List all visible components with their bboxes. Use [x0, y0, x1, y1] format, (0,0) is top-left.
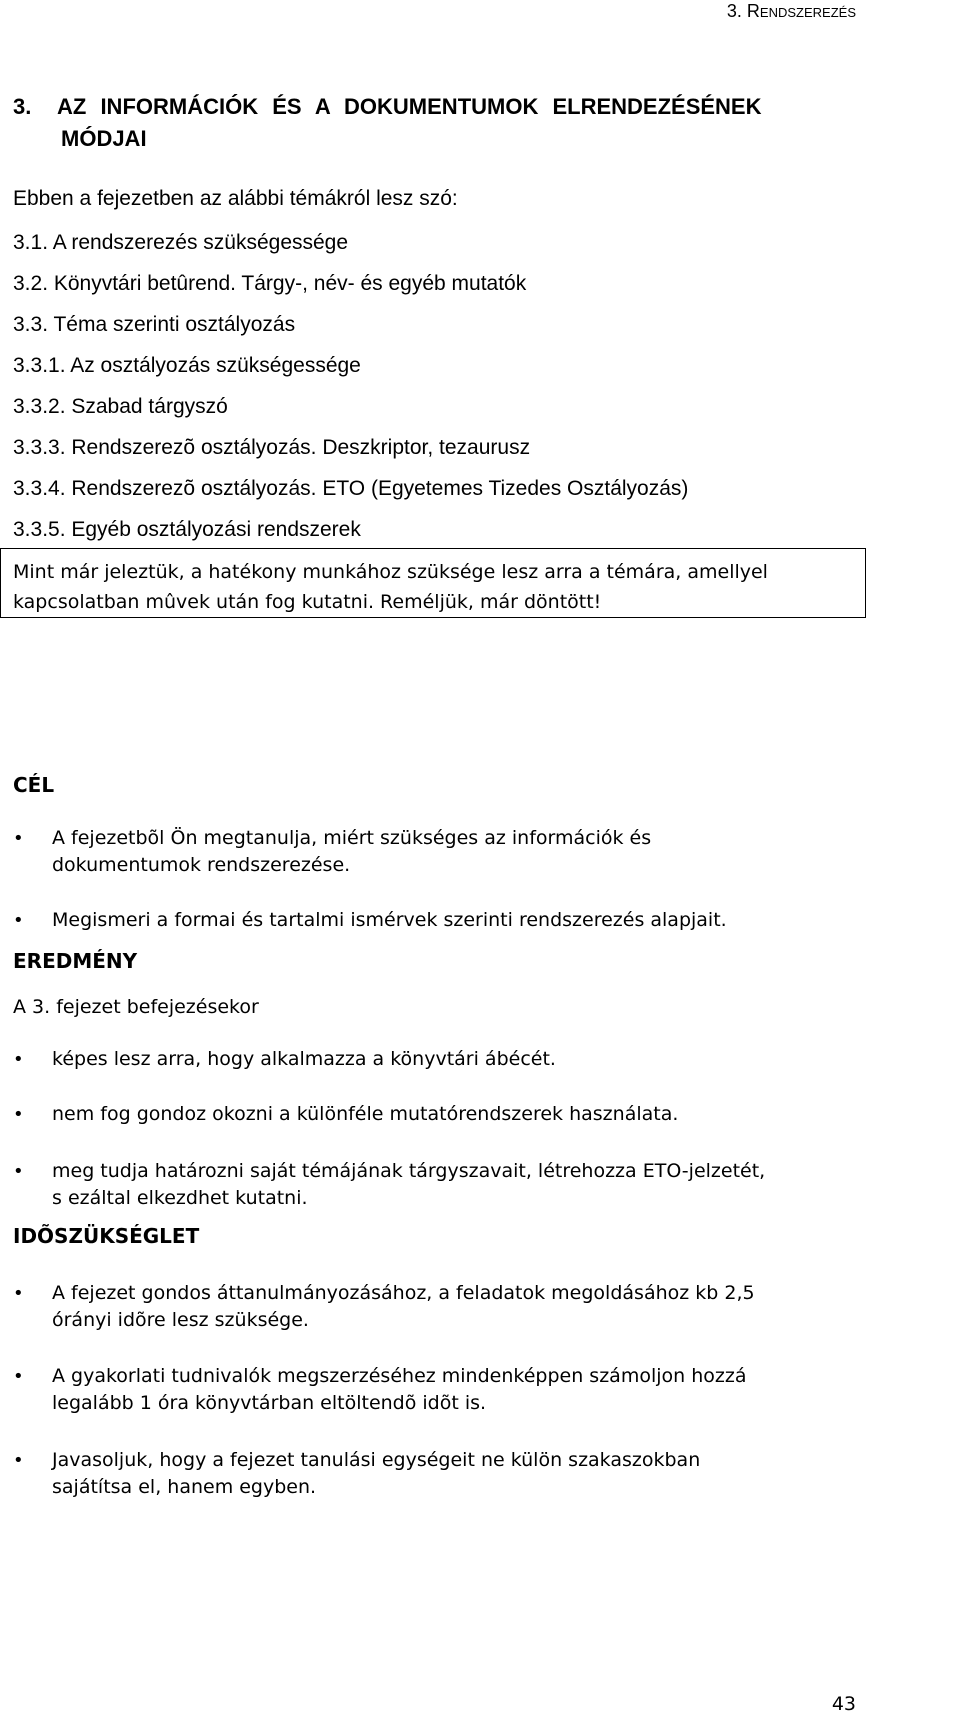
line: dokumentumok rendszerezése.	[52, 854, 351, 876]
chapter-title-line-1	[13, 91, 873, 123]
time-item-text	[52, 1363, 872, 1417]
note-box	[0, 548, 866, 618]
line: s ezáltal elkezdhet kutatni.	[52, 1187, 308, 1209]
line: A gyakorlati tudnivalók megszerzéséhez mindenképpen számoljon hozzá	[52, 1365, 747, 1387]
note-line-1: Mint már jeleztük, a hatékony munkához szüksége lesz arra a témára, amellyel	[13, 561, 768, 583]
chapter-title-line-2: MÓDJAI	[61, 126, 147, 151]
topic-item: 3.3.1. Az osztályozás szükségessége	[13, 354, 361, 377]
page-number: 43	[831, 1693, 856, 1715]
line: sajátítsa el, hanem egyben.	[52, 1476, 317, 1498]
chapter-intro: Ebben a fejezetben az alábbi témákról lesz szó:	[13, 187, 458, 210]
topic-item: 3.3.2. Szabad tárgyszó	[13, 395, 228, 418]
line: Javasoljuk, hogy a fejezet tanulási egységeit ne külön szakaszokban	[52, 1449, 701, 1471]
chapter-number: 3.	[13, 94, 32, 119]
topic-item: 3.3. Téma szerinti osztályozás	[13, 313, 296, 336]
time-item-text	[52, 1447, 872, 1501]
bullet-icon: •	[13, 1049, 24, 1070]
goal-item-text	[52, 907, 872, 934]
result-item-text	[52, 1101, 872, 1128]
topic-item: 3.1. A rendszerezés szükségessége	[13, 231, 349, 254]
result-heading: EREDMÉNY	[13, 949, 138, 973]
result-item-text	[52, 1046, 872, 1073]
line: legalább 1 óra könyvtárban eltöltendõ idõt is.	[52, 1392, 487, 1414]
topic-item: 3.3.4. Rendszerezõ osztályozás. ETO (Egyetemes Tizedes Osztályozás)	[13, 477, 689, 500]
topic-item: 3.3.5. Egyéb osztályozási rendszerek	[13, 518, 361, 541]
line: nem fog gondoz okozni a különféle mutatórendszerek használata.	[52, 1103, 679, 1125]
bullet-icon: •	[13, 1366, 24, 1387]
line: órányi idõre lesz szüksége.	[52, 1309, 309, 1331]
line: meg tudja határozni saját témájának tárgyszavait, létrehozza ETO-jelzetét,	[52, 1160, 766, 1182]
bullet-icon: •	[13, 1283, 24, 1304]
topic-list	[13, 230, 688, 558]
chapter-title	[13, 91, 873, 155]
running-header	[727, 0, 856, 22]
goal-heading: CÉL	[13, 773, 55, 797]
bullet-icon: •	[13, 1104, 24, 1125]
bullet-icon: •	[13, 828, 24, 849]
bullet-icon: •	[13, 1450, 24, 1471]
note-line-2: kapcsolatban mûvek után fog kutatni. Reméljük, már döntött!	[13, 591, 602, 613]
time-item-text	[52, 1280, 872, 1334]
running-header-number: 3.	[726, 1, 747, 21]
topic-item: 3.3.3. Rendszerezõ osztályozás. Deszkriptor, tezaurusz	[13, 436, 531, 459]
bullet-icon: •	[13, 1161, 24, 1182]
running-header-title: Rendszerezés	[746, 1, 856, 21]
goal-item-text	[52, 825, 872, 879]
line: A fejezet gondos áttanulmányozásához, a feladatok megoldásához kb 2,5	[52, 1282, 755, 1304]
line: képes lesz arra, hogy alkalmazza a könyvtári ábécét.	[52, 1048, 556, 1070]
chapter-title-text-1: AZ INFORMÁCIÓK ÉS A DOKUMENTUMOK ELRENDEZÉSÉNEK	[57, 94, 762, 119]
time-heading: IDÕSZÜKSÉGLET	[13, 1224, 200, 1248]
line: Megismeri a formai és tartalmi ismérvek szerinti rendszerezés alapjait.	[52, 909, 727, 931]
topic-item: 3.2. Könyvtári betûrend. Tárgy-, név- és egyéb mutatók	[13, 272, 527, 295]
bullet-icon: •	[13, 910, 24, 931]
result-item-text	[52, 1158, 872, 1212]
line: A fejezetbõl Ön megtanulja, miért szükséges az információk és	[52, 827, 652, 849]
result-intro: A 3. fejezet befejezésekor	[13, 996, 259, 1018]
